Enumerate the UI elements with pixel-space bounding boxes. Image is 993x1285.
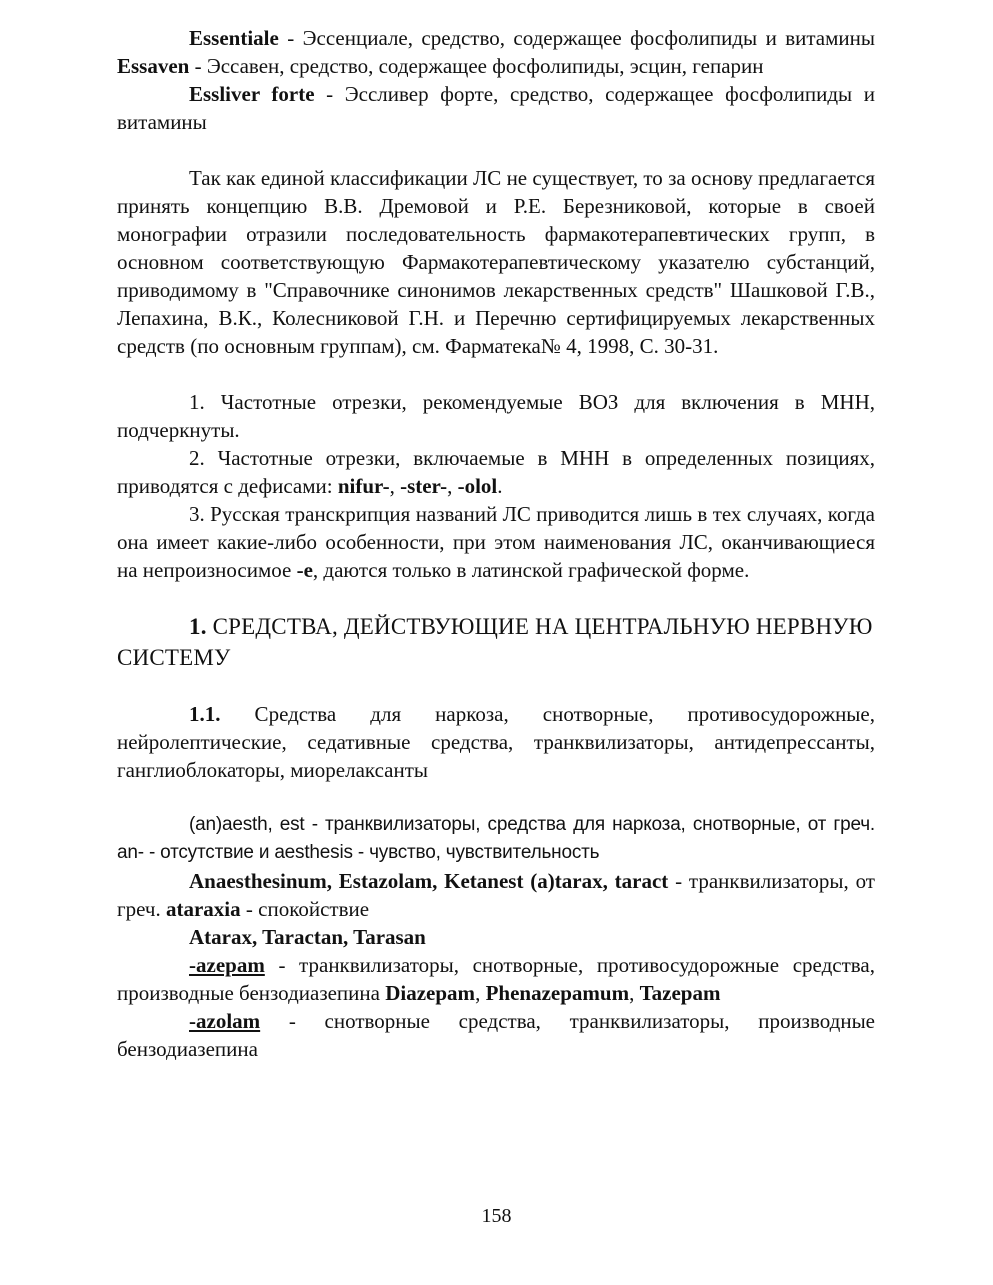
note-1: 1. Частотные отрезки, рекомендуемые ВОЗ для включения в МНН, подчеркнуты.	[117, 390, 875, 442]
text: 2. Частотные отрезки, включаемые в МНН в определенных позициях, приводятся с дефисами:	[117, 446, 875, 498]
section-heading	[117, 611, 875, 673]
note-3	[117, 500, 875, 584]
term-essliver: Essliver forte	[189, 82, 315, 106]
term: -е	[296, 558, 313, 582]
paragraph-essentiale	[117, 24, 875, 80]
term: Anaesthesinum,	[189, 869, 332, 893]
paragraph-classification: Так как единой классификации ЛС не существует, то за основу предлагается принять концепцию В.В. Дремовой и Р.Е. Березниковой, которые в своей монографии отразили последовательность фармакотерапевтических групп, в основном соответствующую Фармакотерапевтическому указателю субстанций, приводимому в "Справочнике синонимов лекарственных средств" Шашковой Г.В., Лепахина, В.К., Колесниковой Г.Н. и Перечню сертифицируемых лекарственных средств (по основным группам), см. Фарматека№ 4, 1998, С. 30-31.	[117, 166, 875, 358]
entry-azolam	[117, 1007, 875, 1063]
subsection-heading	[117, 700, 875, 784]
text: 3. Русская транскрипция названий ЛС приводится лишь в тех случаях, когда она имеет какие-либо особенности, при этом наименования ЛС, оканчивающиеся на непроизносимое	[117, 502, 875, 582]
entry-atarax-list	[117, 923, 875, 951]
text: - спокойствие	[240, 897, 370, 921]
text: ,	[389, 474, 401, 498]
term: -olol	[457, 474, 498, 498]
term-list: Atarax, Taractan, Tarasan	[189, 925, 426, 949]
stem-azepam: -azepam	[189, 953, 265, 977]
text: - Эссенциале, средство, содержащее фосфолипиды и витамины	[278, 26, 875, 50]
text: - Эссливер форте, средство, содержащее фосфолипиды и витамины	[117, 82, 875, 134]
text: - Эссавен, средство, содержащее фосфолипиды, эсцин, гепарин	[189, 54, 764, 78]
text: .	[497, 474, 503, 498]
note-2	[117, 444, 875, 500]
section-title: СРЕДСТВА, ДЕЙСТВУЮЩИЕ НА ЦЕНТРАЛЬНУЮ НЕРВНУЮ СИСТЕМУ	[117, 614, 873, 670]
term-essentiale: Essentiale	[189, 26, 279, 50]
text: ,	[447, 474, 458, 498]
text: - транквилизаторы, снотворные, противосудорожные средства, производные бензодиазепина	[117, 953, 875, 1005]
subsection-number: 1.1.	[189, 702, 221, 726]
text: , даются только в латинской графической форме.	[312, 558, 750, 582]
stem-azolam: -azolam	[189, 1009, 261, 1033]
text: ,	[475, 981, 486, 1005]
page-number: 158	[481, 1205, 512, 1227]
entry-tarax	[117, 867, 875, 923]
term-essaven: Essaven	[117, 54, 190, 78]
term: Tazepam	[639, 981, 721, 1005]
term: -ster-	[400, 474, 448, 498]
term: Estazolam, Ketanest (a)tarax, taract	[338, 869, 669, 893]
term: nifur-	[337, 474, 390, 498]
entry-azepam	[117, 951, 875, 1007]
text	[332, 869, 339, 893]
page-content	[117, 24, 875, 1063]
subsection-title: Средства для наркоза, снотворные, противосудорожные, нейролептические, седативные средства, транквилизаторы, антидепрессанты, ганглиоблокаторы, миорелаксанты	[117, 702, 875, 782]
section-number: 1.	[189, 614, 207, 639]
text: - транквилизаторы, от греч.	[117, 869, 875, 921]
term: Phenazepamum	[485, 981, 630, 1005]
term: ataraxia	[165, 897, 241, 921]
entry-aesth: (an)aesth, est - транквилизаторы, средства для наркоза, снотворные, от греч. an- - отсутствие и aesthesis - чувство, чувствительность	[117, 814, 875, 863]
text: ,	[629, 981, 640, 1005]
text: - снотворные средства, транквилизаторы, производные бензодиазепина	[117, 1009, 875, 1061]
paragraph-essliver	[117, 80, 875, 136]
term: Diazepam	[385, 981, 476, 1005]
